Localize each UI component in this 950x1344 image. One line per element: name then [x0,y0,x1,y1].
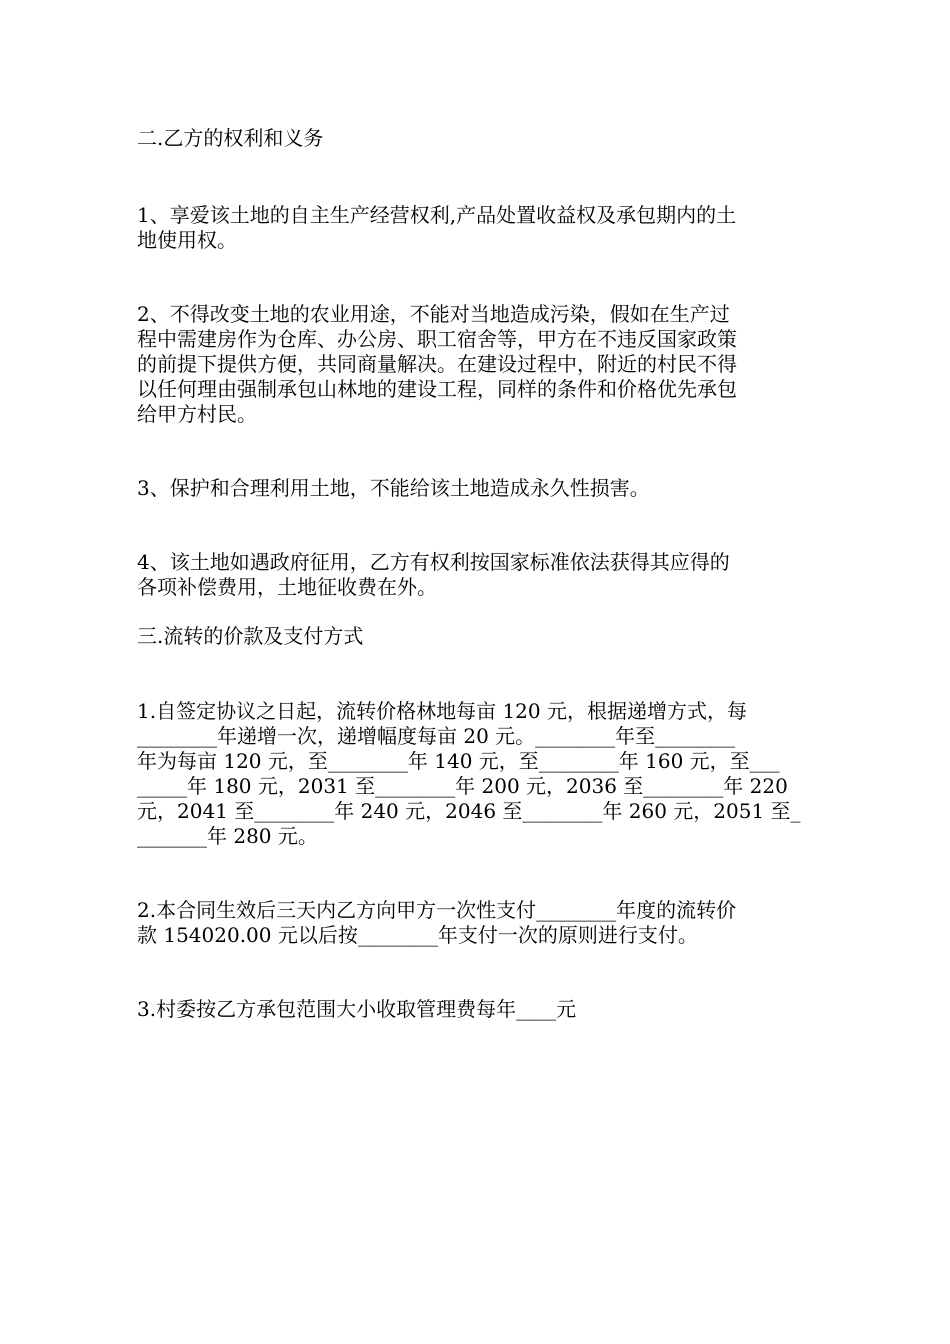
paragraph-line: 程中需建房作为仓库、办公房、职工宿舍等，甲方在不违反国家政策 [137,327,737,351]
paragraph-line: 元，2041 至________年 240 元，2046 至________年 260 元，2051 至_ [137,799,801,823]
paragraph-line: 地使用权。 [137,228,237,252]
paragraph-line: 4、该土地如遇政府征用，乙方有权利按国家标准依法获得其应得的 [137,550,730,574]
paragraph-line: 1.自签定协议之日起，流转价格林地每亩 120 元，根据递增方式，每 [137,699,747,723]
paragraph-line: 3、保护和合理利用土地，不能给该土地造成永久性损害。 [137,476,650,500]
paragraph-line: 1、享爱该土地的自主生产经营权利,产品处置收益权及承包期内的土 [137,203,737,227]
paragraph-line: ________年递增一次，递增幅度每亩 20 元。________年至________ [137,724,736,748]
paragraph-line: 以任何理由强制承包山林地的建设工程，同样的条件和价格优先承包 [137,377,737,401]
paragraph-line: 款 154020.00 元以后按________年支付一次的原则进行支付。 [137,923,698,947]
paragraph-line: 的前提下提供方便，共同商量解决。在建设过程中，附近的村民不得 [137,352,737,376]
paragraph-line: 2、不得改变土地的农业用途，不能对当地造成污染，假如在生产过 [137,302,730,326]
paragraph-line: 2.本合同生效后三天内乙方向甲方一次性支付________年度的流转价 [137,898,737,922]
paragraph-line: 3.村委按乙方承包范围大小收取管理费每年____元 [137,997,577,1021]
paragraph-line: 年为每亩 120 元，至________年 140 元，至________年 160 元，至___ [137,749,780,773]
section-heading: 三.流转的价款及支付方式 [137,624,364,648]
paragraph-line: _______年 280 元。 [137,824,318,848]
paragraph-line: _____年 180 元，2031 至________年 200 元，2036 至________年 220 [137,774,788,798]
section-heading: 二.乙方的权利和义务 [137,126,324,150]
paragraph-line: 各项补偿费用，土地征收费在外。 [137,575,437,599]
paragraph-line: 给甲方村民。 [137,402,257,426]
